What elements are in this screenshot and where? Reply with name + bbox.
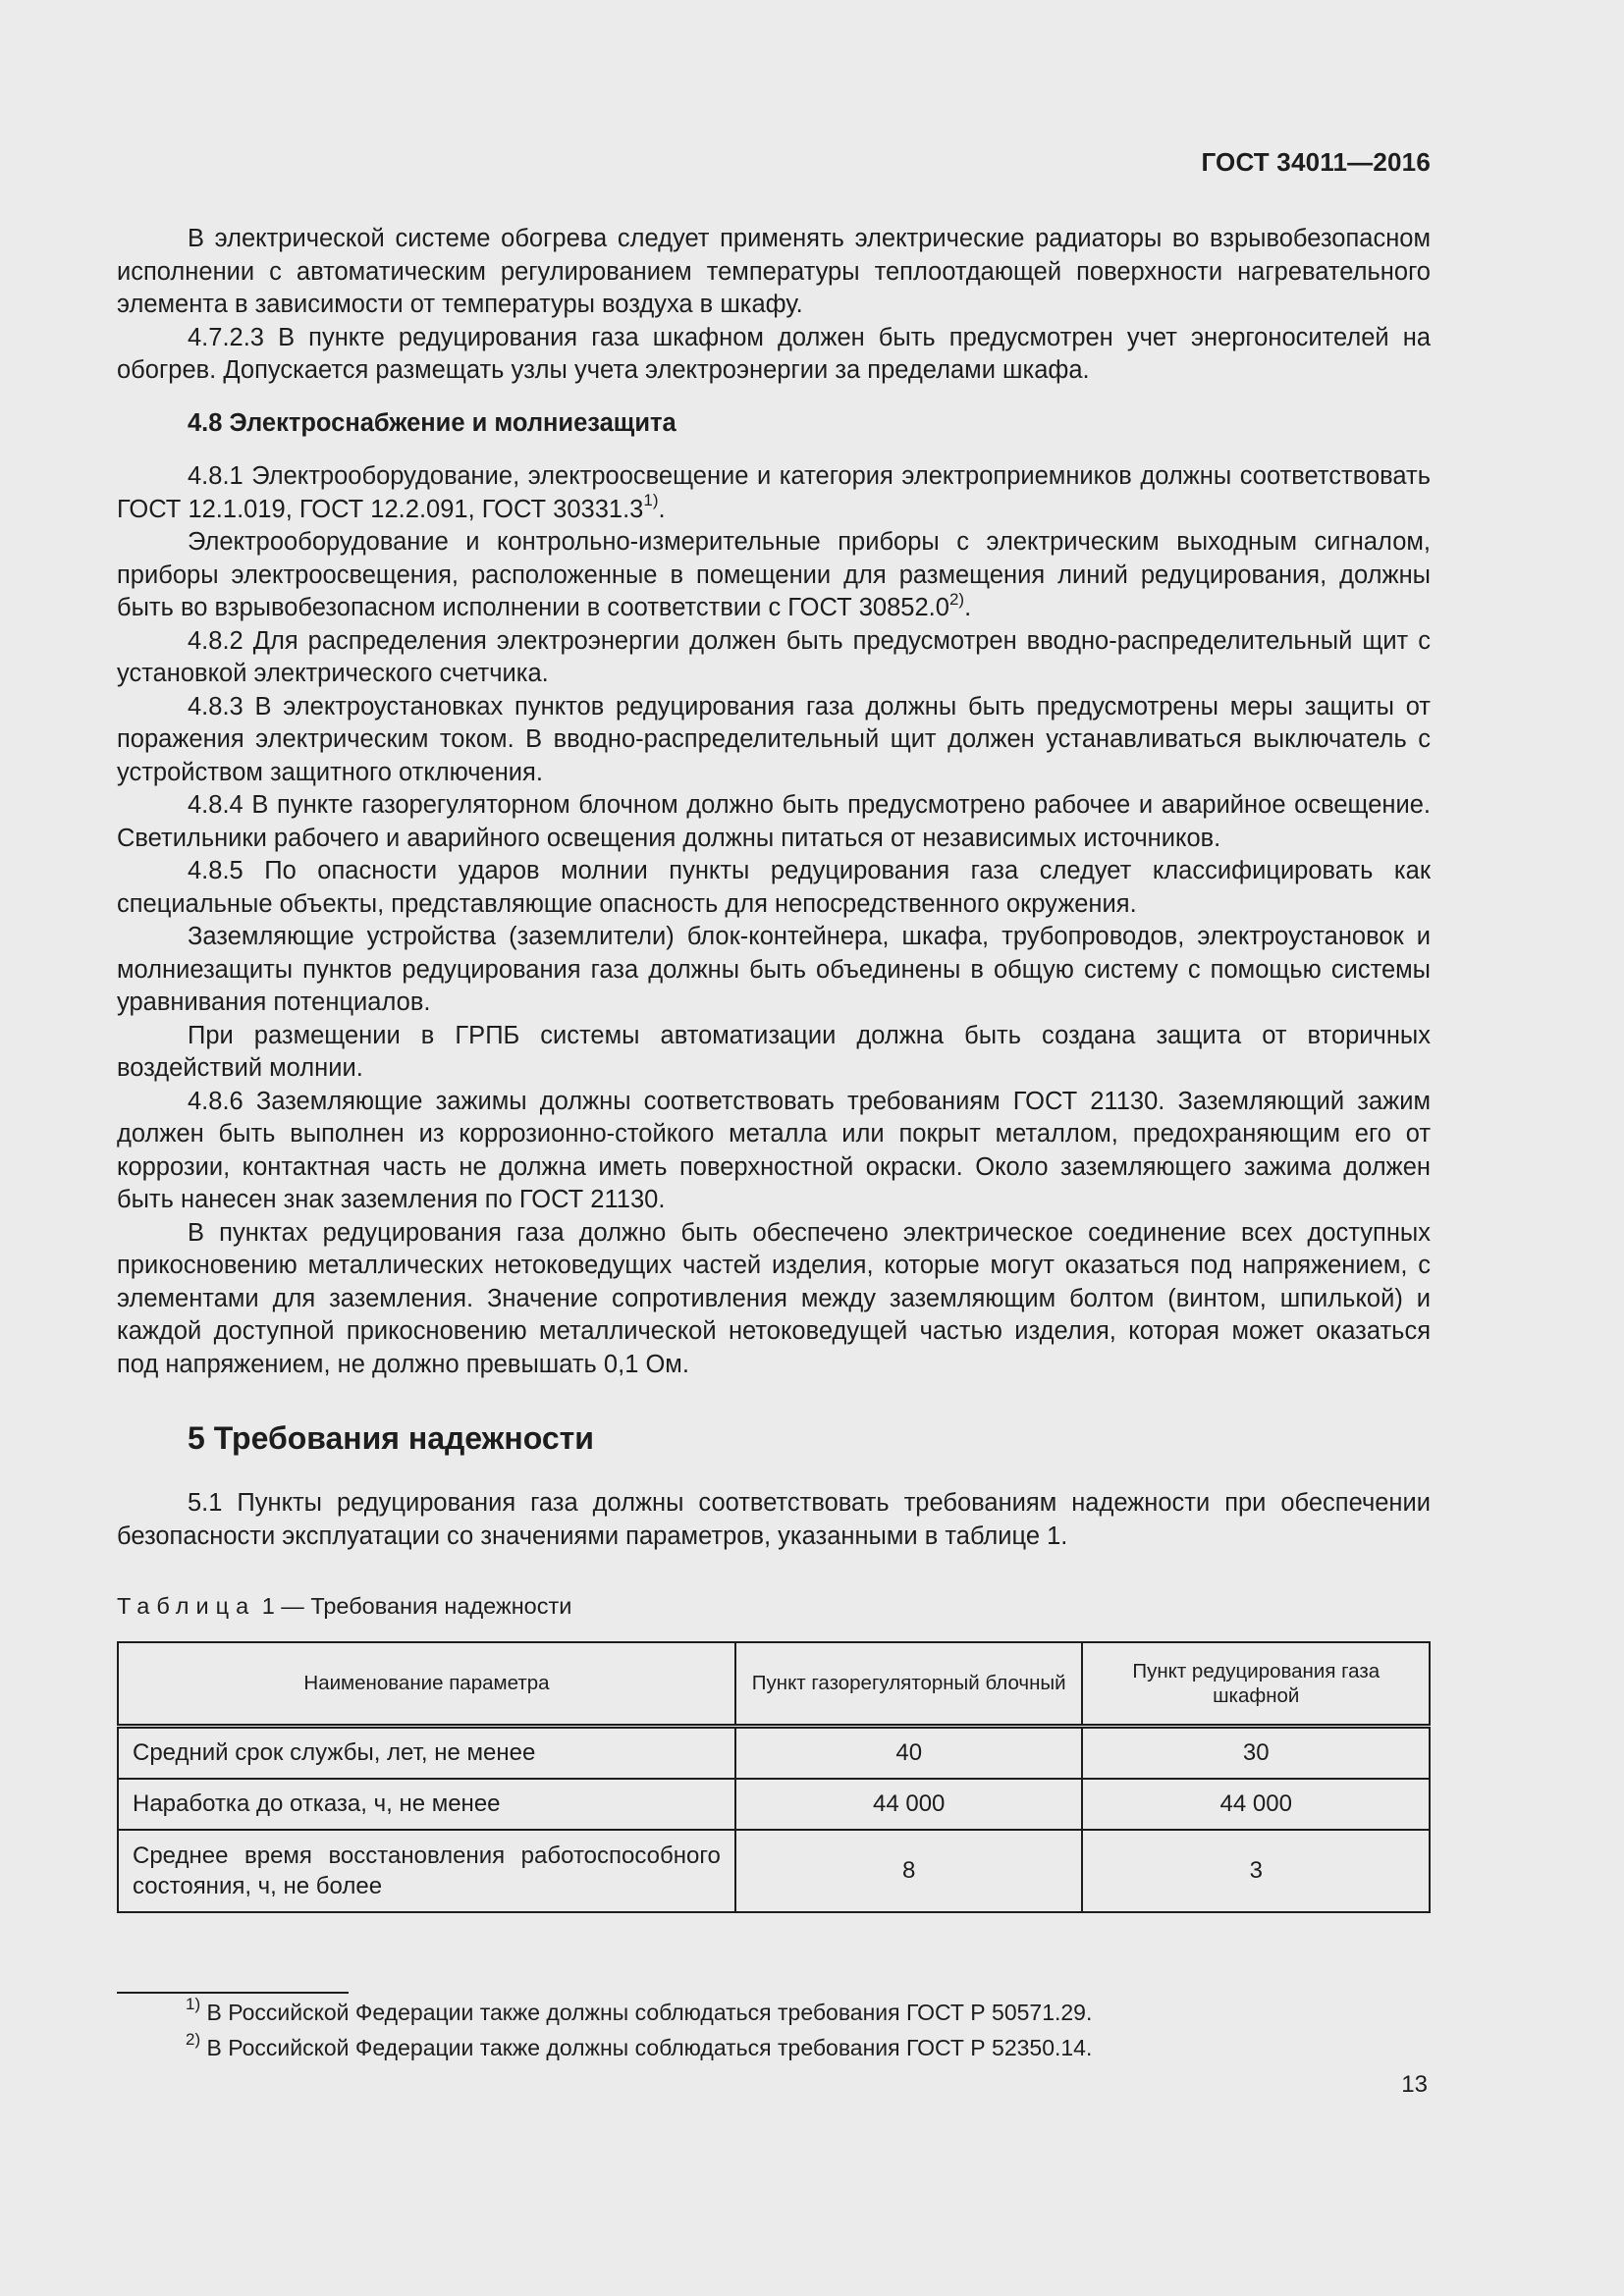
paragraph: 4.7.2.3 В пункте редуцирования газа шкафном должен быть предусмотрен учет энергоносителей на обогрев. Допускается размещать узлы учета электроэнергии за пределами шкафа. bbox=[117, 323, 1431, 384]
table-row bbox=[118, 1726, 1430, 1779]
paragraph: 4.8.5 По опасности ударов молнии пункты редуцирования газа следует классифицировать как специальные объекты, представляющие опасность для непосредственного окружения. bbox=[117, 857, 1431, 918]
table-caption-word: Таблица bbox=[117, 1593, 256, 1619]
paragraph-text: 4.8.1 Электрооборудование, электроосвещение и категория электроприемников должны соответствовать ГОСТ 12.1.019, ГОСТ 12.2.091, ГОСТ 30331.3 bbox=[117, 462, 1431, 523]
table-cell-value: 30 bbox=[1082, 1726, 1430, 1779]
table-row bbox=[118, 1779, 1430, 1830]
footnote bbox=[117, 1995, 1431, 2030]
footnote-ref: 2) bbox=[948, 589, 965, 609]
table-cell-parameter: Средний срок службы, лет, не менее bbox=[118, 1726, 735, 1779]
table-cell-parameter: Среднее время восстановления работоспособного состояния, ч, не более bbox=[118, 1830, 735, 1912]
page-number: 13 bbox=[1401, 2071, 1428, 2098]
table-cell-value: 44 000 bbox=[735, 1779, 1083, 1830]
paragraph-end: . bbox=[658, 495, 666, 523]
table-caption-title: 1 — Требования надежности bbox=[261, 1593, 572, 1619]
footnote-ref: 1) bbox=[643, 491, 659, 509]
paragraph: 4.8.6 Заземляющие зажимы должны соответствовать требованиям ГОСТ 21130. Заземляющий зажим должен быть выполнен из коррозионно-стойкого металла или покрыт металлом, предохраняющим его от коррозии, контактная часть не должна иметь поверхностной окраски. Около заземляющего зажима должен быть нанесен знак заземления по ГОСТ 21130. bbox=[117, 1087, 1431, 1213]
section-heading: 5 Требования надежности bbox=[188, 1420, 594, 1456]
table-row bbox=[118, 1830, 1430, 1912]
subsection-heading: 4.8 Электроснабжение и молниезащита bbox=[188, 408, 677, 437]
footnote-divider bbox=[117, 1992, 349, 1994]
document-header: ГОСТ 34011—2016 bbox=[1201, 147, 1431, 177]
paragraph: 4.8.4 В пункте газорегуляторном блочном должно быть предусмотрено рабочее и аварийное освещение. Светильники рабочего и аварийного освещения должны питаться от независимых источников. bbox=[117, 791, 1431, 852]
paragraph-text: Электрооборудование и контрольно-измерительные приборы с электрическим выходным сигналом, приборы электроосвещения, расположенные в помещении для размещения линий редуцирования, должны быть во взрывобезопасном исполнении в соответствии с ГОСТ 30852.0 bbox=[117, 528, 1431, 621]
table-header-cell: Пункт редуцирования газа шкафной bbox=[1082, 1642, 1430, 1727]
reliability-table bbox=[117, 1641, 1431, 1913]
paragraph-end: . bbox=[964, 594, 972, 621]
paragraph bbox=[117, 526, 1431, 625]
footnote-text: В Российской Федерации также должны соблюдаться требования ГОСТ Р 52350.14. bbox=[200, 2035, 1093, 2060]
table-cell-value: 8 bbox=[735, 1830, 1083, 1912]
document-body bbox=[117, 223, 1431, 1913]
paragraph: При размещении в ГРПБ системы автоматизации должна быть создана защита от вторичных воздействий молнии. bbox=[117, 1021, 1431, 1082]
paragraph: 4.8.3 В электроустановках пунктов редуцирования газа должны быть предусмотрены меры защиты от поражения электрическим током. В вводно-распределительный щит должен устанавливаться выключатель с устройством защитного отключения. bbox=[117, 692, 1431, 786]
table-cell-parameter: Наработка до отказа, ч, не менее bbox=[118, 1779, 735, 1830]
footnotes bbox=[117, 1995, 1431, 2065]
paragraph: 4.8.2 Для распределения электроэнергии должен быть предусмотрен вводно-распределительный щит с установкой электрического счетчика. bbox=[117, 626, 1431, 687]
footnote-mark: 2) bbox=[186, 2030, 201, 2050]
footnote bbox=[117, 2030, 1431, 2065]
paragraph: Заземляющие устройства (заземлители) блок-контейнера, шкафа, трубопроводов, электроустановок и молниезащиты пунктов редуцирования газа должны быть объединены в общую систему с помощью системы уравнивания потенциалов. bbox=[117, 923, 1431, 1016]
table-header-cell: Пункт газорегуляторный блочный bbox=[735, 1642, 1083, 1727]
footnote-text: В Российской Федерации также должны соблюдаться требования ГОСТ Р 50571.29. bbox=[200, 2000, 1093, 2025]
paragraph bbox=[117, 460, 1431, 526]
paragraph: 5.1 Пункты редуцирования газа должны соответствовать требованиям надежности при обеспечении безопасности эксплуатации со значениями параметров, указанными в таблице 1. bbox=[117, 1489, 1431, 1550]
table-cell-value: 44 000 bbox=[1082, 1779, 1430, 1830]
table-cell-value: 3 bbox=[1082, 1830, 1430, 1912]
paragraph: В электрической системе обогрева следует применять электрические радиаторы во взрывобезопасном исполнении с автоматическим регулированием температуры теплоотдающей поверхности нагревательного элемента в зависимости от температуры воздуха в шкафу. bbox=[117, 225, 1431, 318]
footnote-mark: 1) bbox=[186, 1995, 201, 2014]
table-header-row bbox=[118, 1642, 1430, 1727]
paragraph: В пунктах редуцирования газа должно быть обеспечено электрическое соединение всех доступных прикосновению металлических нетоковедущих частей изделия, которые могут оказаться под напряжением, с элементами для заземления. Значение сопротивления между заземляющим болтом (винтом, шпилькой) и каждой доступной прикосновению металлической нетоковедущей частью изделия, которая может оказаться под напряжением, не должно превышать 0,1 Ом. bbox=[117, 1218, 1431, 1378]
table-cell-value: 40 bbox=[735, 1726, 1083, 1779]
table-header-cell: Наименование параметра bbox=[118, 1642, 735, 1727]
table-caption bbox=[117, 1590, 1431, 1624]
